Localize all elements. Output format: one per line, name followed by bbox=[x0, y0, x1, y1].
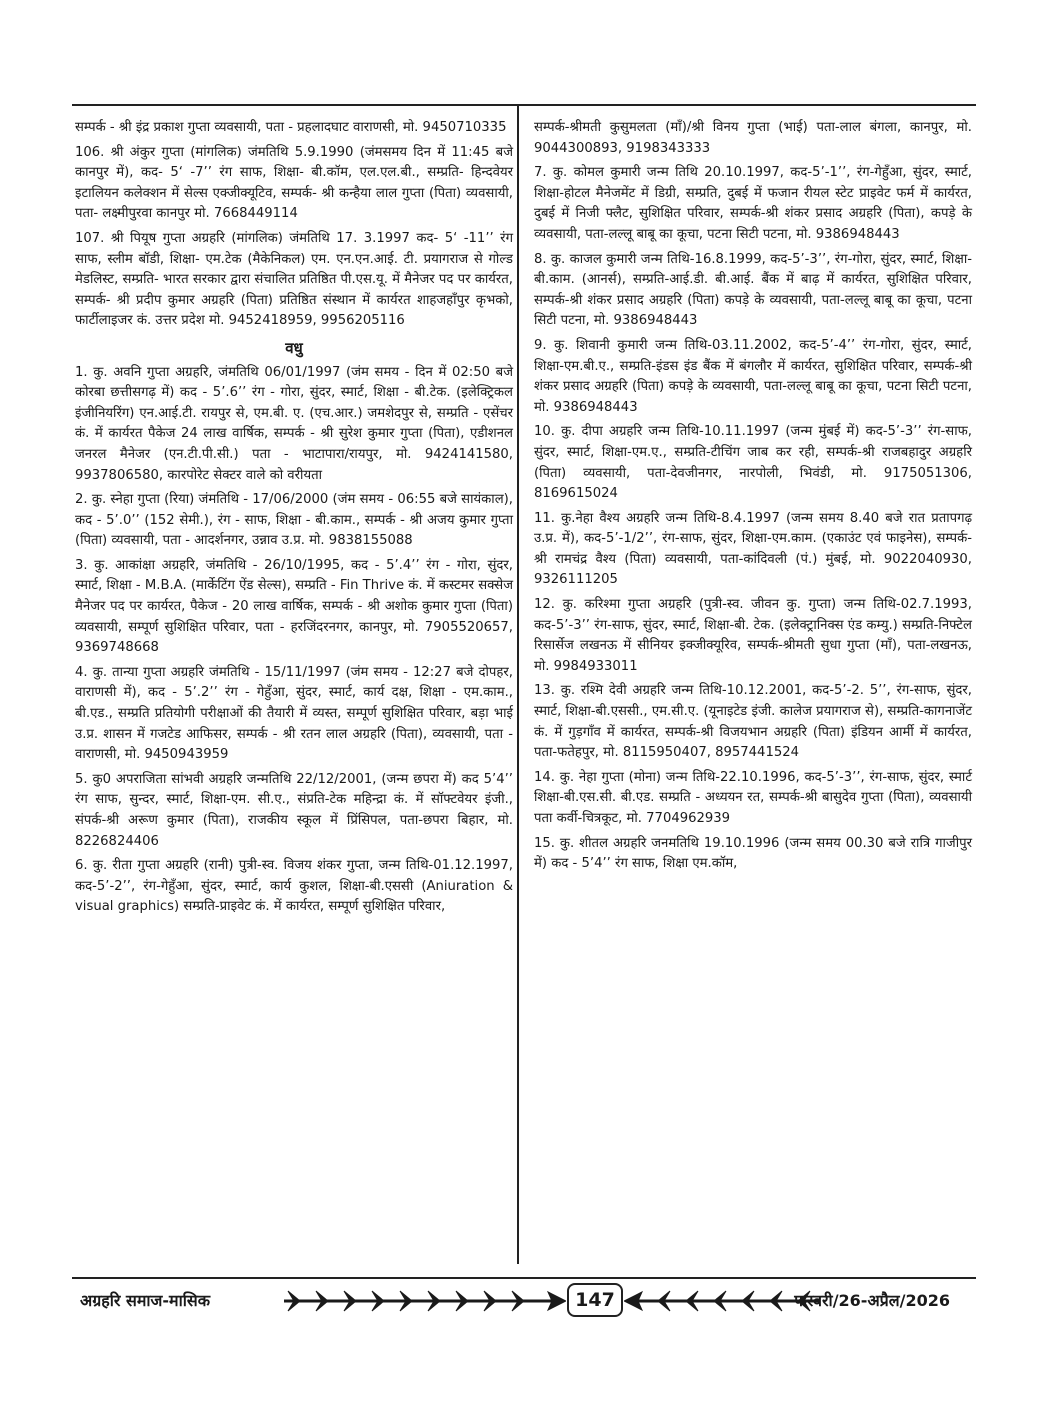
listing-paragraph: 13. कु. रश्मि देवी अग्रहरि जन्म तिथि-10.12.2001, कद-5’-2. 5’’, रंग-साफ, सुंदर, स्मार्ट, शिक्षा-बी.एससी., एम.सी.ए. (यूनाइटेड इंजी. कालेज प्रयागराज से), सम्प्रति-कागनाजेंट कं. में गुड़गाँव में कार्यरत, सम्पर्क-श्री विजयभान अग्रहरि (पिता) इंडियन आर्मी में कार्यरत, पता-फतेहपुर, मो. 8115950407, 8957441524 bbox=[534, 683, 972, 761]
left-column bbox=[75, 118, 513, 922]
page-number: 147 bbox=[567, 1283, 623, 1317]
listing-paragraph: सम्पर्क - श्री इंद्र प्रकाश गुप्ता व्यवसायी, पता - प्रहलादघाट वाराणसी, मो. 9450710335 bbox=[75, 120, 507, 135]
arrow-ornament-left-icon bbox=[280, 1287, 566, 1315]
listing-paragraph: 4. कु. तान्या गुप्ता अग्रहरि जंमतिथि - 15/11/1997 (जंम समय - 12:27 बजे दोपहर, वाराणसी में), कद - 5’.2’’ रंग - गेहुँआ, सुंदर, स्मार्ट, कार्य दक्ष, शिक्षा - एम.काम., बी.एड., सम्प्रति प्रतियोगी परीक्षाओं की तैयारी में व्यस्त, सम्पूर्ण सुशिक्षित परिवार, बड़ा भाई उ.प्र. शासन में गजटेड आफिसर, सम्पर्क - श्री रतन लाल अग्रहरि (पिता), व्यवसायी, पता - वाराणसी, मो. 9450943959 bbox=[75, 664, 513, 763]
listing-paragraph: 107. श्री पियूष गुप्ता अग्रहरि (मांगलिक) जंमतिथि 17. 3.1997 कद- 5‘ -11’’ रंग साफ, स्लीम बॉडी, शिक्षा- एम.टेक (मैकेनिकल) एम. एन.एन.आई. टी. प्रयागराज से गोल्ड मेडलिस्ट, सम्प्रति- भारत सरकार द्वारा संचालित प्रतिष्ठित पी.एस.यू. में मैनेजर पद पर कार्यरत, सम्पर्क- श्री प्रदीप कुमार अग्रहरि (पिता) प्रतिष्ठित संस्थान में कार्यरत शाहजहाँपुर कृभको, फार्टीलाइजर कं. उत्तर प्रदेश मो. 9452418959, 9956205116 bbox=[75, 230, 513, 329]
listing-paragraph: 9. कु. शिवानी कुमारी जन्म तिथि-03.11.2002, कद-5’-4’’ रंग-गोरा, सुंदर, स्मार्ट, शिक्षा-एम.बी.ए., सम्प्रति-इंडस इंड बैंक में बंगलौर में कार्यरत, सुशिक्षित परिवार, सम्पर्क-श्री शंकर प्रसाद अग्रहरि (पिता) कपड़े के व्यवसायी, पता-लल्लू बाबू का कूचा, पटना सिटी पटना, मो. 9386948443 bbox=[534, 337, 972, 415]
listing-paragraph: 5. कु0 अपराजिता सांभवी अग्रहरि जन्मतिथि 22/12/2001, (जन्म छपरा में) कद 5’4’’ रंग साफ, सुन्दर, स्मार्ट, शिक्षा-एम. सी.ए., संप्रति-टेक महिन्द्रा कं. में सॉफ्टवेयर इंजी., संपर्क-श्री अरूण कुमार (पिता), राजकीय स्कूल में प्रिंसिपल, पता-छपरा बिहार, मो. 8226824406 bbox=[75, 771, 513, 849]
listing-paragraph: 3. कु. आकांक्षा अग्रहरि, जंमतिथि - 26/10/1995, कद - 5’.4’’ रंग - गोरा, सुंदर, स्मार्ट, शिक्षा - M.B.A. (मार्केटिंग ऐंड सेल्स), सम्प्रति - Fin Thrive कं. में कस्टमर सक्सेज मैनेजर पद पर कार्यरत, पैकेज - 20 लाख वार्षिक, सम्पर्क - श्री अशोक कुमार गुप्ता (पिता) व्यवसायी, सम्पूर्ण सुशिक्षित परिवार, पता - हरजिंदरनगर, कानपुर, मो. 7905520657, 9369748668 bbox=[75, 557, 513, 656]
listing-paragraph: 12. कु. करिश्मा गुप्ता अग्रहरि (पुत्री-स्व. जीवन कु. गुप्ता) जन्म तिथि-02.7.1993, कद-5’-3’’ रंग-साफ, सुंदर, स्मार्ट, शिक्षा-बी. टेक. (इलेक्ट्रानिक्स एंड कम्यु.) सम्प्रति-निफ्टेल रिसार्सेज लखनऊ में सीनियर इक्जीक्यूरिव, सम्पर्क-श्रीमती सुधा गुप्ता (माँ), पता-लखनऊ, मो. 9984933011 bbox=[534, 597, 972, 674]
footer-rule bbox=[72, 1277, 976, 1279]
section-heading: वधु bbox=[285, 338, 303, 357]
issue-date: फरवरी/26-अप्रैल/2026 bbox=[794, 1291, 950, 1310]
right-column bbox=[534, 118, 972, 879]
listing-paragraph: 7. कु. कोमल कुमारी जन्म तिथि 20.10.1997, कद-5’-1’’, रंग-गेहुँआ, सुंदर, स्मार्ट, शिक्षा-होटल मैनेजमेंट में डिग्री, सम्प्रति, दुबई में फजान रीयल स्टेट प्राइवेट फर्म में कार्यरत, दुबई में निजी फ्लैट, सुशिक्षित परिवार, सम्पर्क-श्री शंकर प्रसाद अग्रहरि (पिता), कपड़े के व्यवसायी, पता-लल्लू बाबू का कूचा, पटना सिटी पटना, मो. 9386948443 bbox=[534, 165, 972, 242]
top-rule bbox=[72, 104, 976, 106]
column-divider bbox=[517, 104, 519, 1264]
listing-paragraph: 8. कु. काजल कुमारी जन्म तिथि-16.8.1999, कद-5’-3’’, रंग-गोरा, सुंदर, स्मार्ट, शिक्षा-बी.काम. (आनर्स), सम्प्रति-आई.डी. बी.आई. बैंक में बाढ़ में कार्यरत, सुशिक्षित परिवार, सम्पर्क-श्री शंकर प्रसाद अग्रहरि (पिता) कपड़े के व्यवसायी, पता-लल्लू बाबू का कूचा, पटना सिटी पटना, मो. 9386948443 bbox=[534, 251, 972, 329]
listing-paragraph: 11. कु.नेहा वैश्य अग्रहरि जन्म तिथि-8.4.1997 (जन्म समय 8.40 बजे रात प्रतापगढ़ उ.प्र. में), कद-5’-1/2’’, रंग-साफ, सुंदर, शिक्षा-एम.काम. (एकाउंट एवं फाइनेस), सम्पर्क-श्री रामचंद्र वैश्य (पिता) व्यवसायी, पता-कांदिवली (पं.) मुंबई, मो. 9022040930, 9326111205 bbox=[534, 510, 972, 588]
listing-paragraph: 2. कु. स्नेहा गुप्ता (रिया) जंमतिथि - 17/06/2000 (जंम समय - 06:55 बजे सायंकाल), कद - 5’.0’’ (152 सेमी.), रंग - साफ, शिक्षा - बी.काम., सम्पर्क - श्री अजय कुमार गुप्ता (पिता) व्यवसायी, पता - आदर्शनगर, उन्नाव उ.प्र. मो. 9838155088 bbox=[75, 492, 513, 549]
listing-paragraph: सम्पर्क-श्रीमती कुसुमलता (माँ)/श्री विनय गुप्ता (भाई) पता-लाल बंगला, कानपुर, मो. 9044300893, 9198343333 bbox=[534, 120, 972, 156]
listing-paragraph: 106. श्री अंकुर गुप्ता (मांगलिक) जंमतिथि 5.9.1990 (जंमसमय दिन में 11:45 बजे कानपुर में), कद- 5‘ -7’’ रंग साफ, शिक्षा- बी.कॉम, एल.एल.बी., सम्प्रति- हिन्दवेयर इटालियन कलेक्शन में सेल्स एक्जीक्यूटिव, सम्पर्क- श्री कन्हैया लाल गुप्ता (पिता) व्यवसायी, पता- लक्ष्मीपुरवा कानपुर मो. 7668449114 bbox=[75, 144, 513, 222]
listing-paragraph: 14. कु. नेहा गुप्ता (मोना) जन्म तिथि-22.10.1996, कद-5’-3’’, रंग-साफ, सुंदर, स्मार्ट शिक्षा-बी.एस.सी. बी.एड. सम्प्रति - अध्ययन रत, सम्पर्क-श्री बासुदेव गुप्ता (पिता), व्यवसायी पता कर्वी-चित्रकूट, मो. 7704962939 bbox=[534, 769, 972, 826]
magazine-name: अग्रहरि समाज-मासिक bbox=[80, 1291, 211, 1310]
listing-paragraph: 1. कु. अवनि गुप्ता अग्रहरि, जंमतिथि 06/01/1997 (जंम समय - दिन में 02:50 बजे कोरबा छत्तीसगढ़ में) कद - 5’.6’’ रंग - गोरा, सुंदर, स्मार्ट, शिक्षा - बी.टेक. (इलेक्ट्रिकल इंजीनियरिंग) एन.आई.टी. रायपुर से, एम.बी. ए. (एच.आर.) जमशेदपुर से, सम्प्रति - एसेंचर कं. में कार्यरत पैकेज 24 लाख वार्षिक, सम्पर्क - श्री सुरेश कुमार गुप्ता (पिता), एडीशनल जनरल मैनेजर (एन.टी.पी.सी.) पता - भाटापारा/रायपुर, मो. 9424141580, 9937806580, कारपोरेट सेक्टर वाले को वरीयता bbox=[75, 364, 513, 483]
listing-paragraph: 6. कु. रीता गुप्ता अग्रहरि (रानी) पुत्री-स्व. विजय शंकर गुप्ता, जन्म तिथि-01.12.1997, कद-5’-2’’, रंग-गेहुँआ, सुंदर, स्मार्ट, कार्य कुशल, शिक्षा-बी.एससी (Aniuration & visual graphics) सम्प्रति-प्राइवेट कं. में कार्यरत, सम्पूर्ण सुशिक्षित परिवार, bbox=[75, 858, 513, 915]
listing-paragraph: 10. कु. दीपा अग्रहरि जन्म तिथि-10.11.1997 (जन्म मुंबई में) कद-5’-3’’ रंग-साफ, सुंदर, स्मार्ट, शिक्षा-एम.ए., सम्प्रति-टीचिंग जाब कर रही, सम्पर्क-श्री राजबहादुर अग्रहरि (पिता) व्यवसायी, पता-देवजीनगर, नारपोली, भिवंडी, मो. 9175051306, 8169615024 bbox=[534, 424, 972, 502]
listing-paragraph: 15. कु. शीतल अग्रहरि जनमतिथि 19.10.1996 (जन्म समय 00.30 बजे रात्रि गाजीपुर में) कद - 5’4’’ रंग साफ, शिक्षा एम.कॉम, bbox=[534, 835, 972, 872]
page-footer bbox=[72, 1283, 976, 1319]
